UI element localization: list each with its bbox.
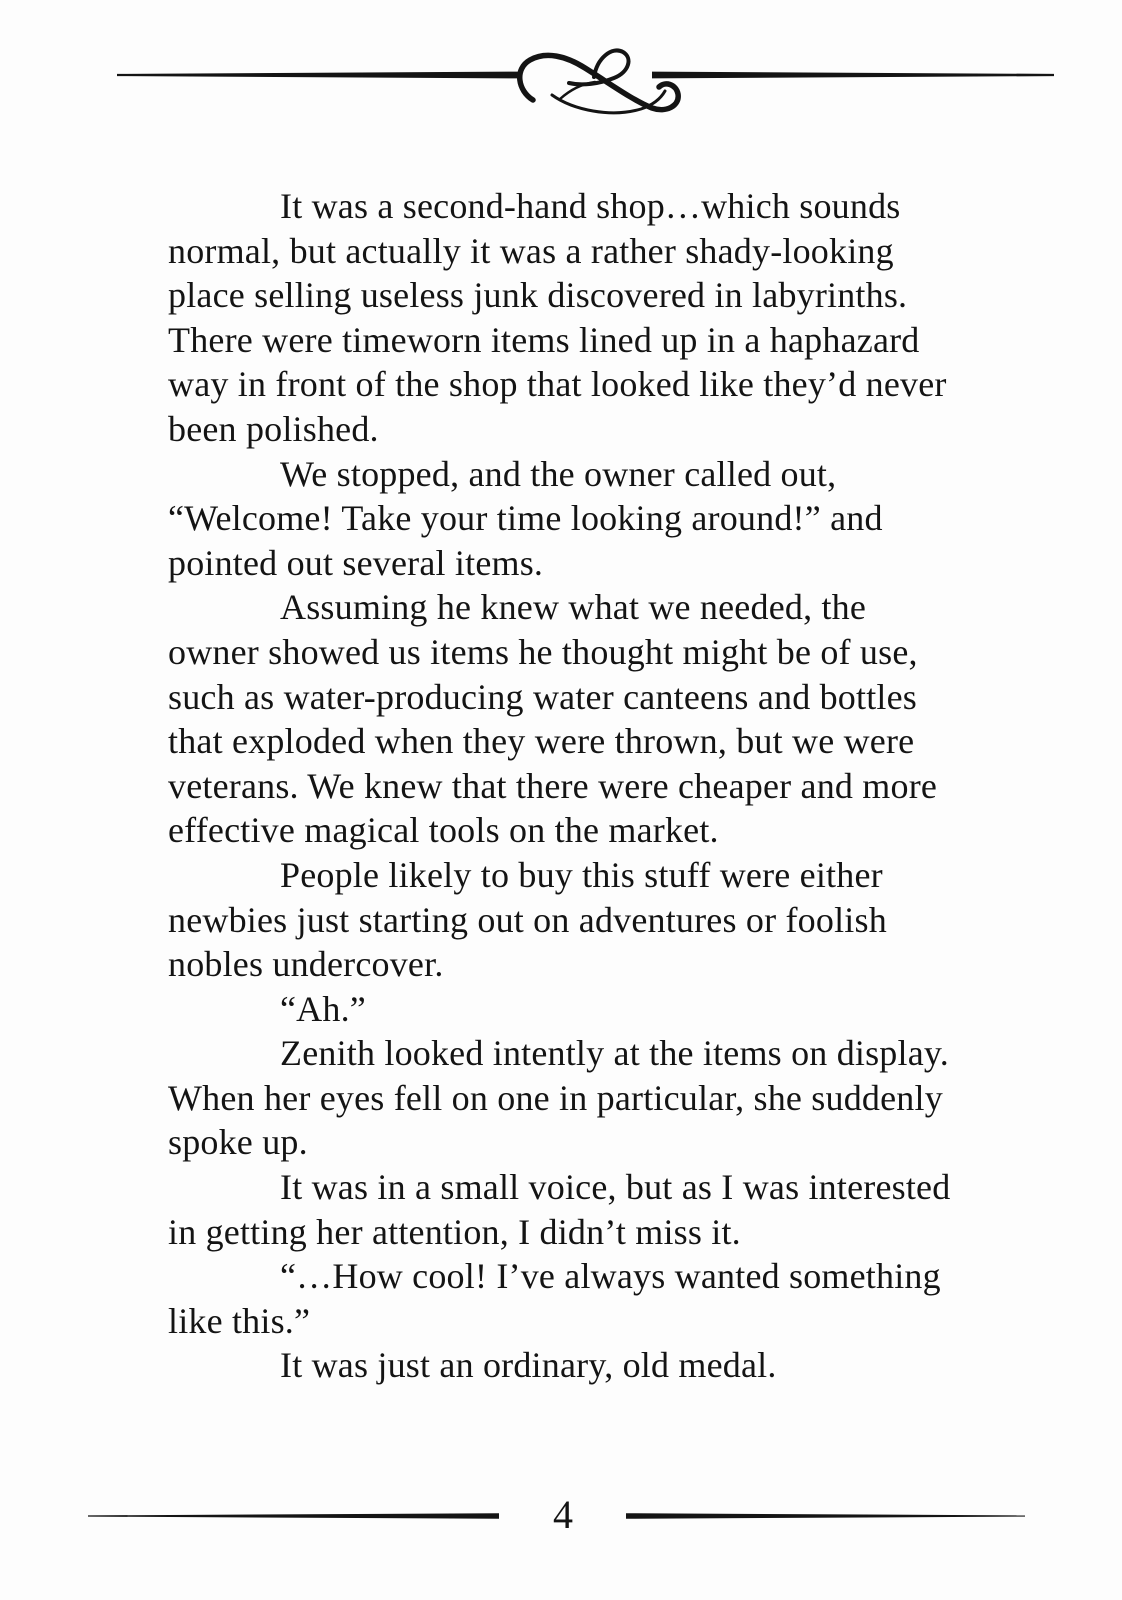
text-line: “Welcome! Take your time looking around!” and xyxy=(168,498,883,539)
text-line: effective magical tools on the market. xyxy=(168,810,719,851)
text-line: It was just an ordinary, old medal. xyxy=(280,1345,777,1386)
text-line: People likely to buy this stuff were either xyxy=(280,854,883,895)
text-line: There were timeworn items lined up in a haphazard xyxy=(168,319,920,360)
text-line: like this.” xyxy=(168,1300,311,1341)
text-line: veterans. We knew that there were cheaper and more xyxy=(168,765,938,806)
page-number: 4 xyxy=(553,1492,573,1537)
text-line: spoke up. xyxy=(168,1122,308,1163)
text-line: newbies just starting out on adventures or foolish xyxy=(168,899,887,940)
paragraph xyxy=(168,987,968,1032)
paragraph xyxy=(168,1165,968,1254)
footer-rule-left xyxy=(88,1513,499,1519)
text-line: When her eyes fell on one in particular, she suddenly xyxy=(168,1077,943,1118)
footer-rule-right xyxy=(626,1513,1025,1519)
top-rule-right xyxy=(652,72,1054,79)
text-line: in getting her attention, I didn’t miss it. xyxy=(168,1211,741,1252)
text-line: pointed out several items. xyxy=(168,542,544,583)
paragraph xyxy=(168,184,968,452)
text-line: nobles undercover. xyxy=(168,944,444,985)
body-text xyxy=(168,184,968,1388)
text-line: been polished. xyxy=(168,408,379,449)
paragraph xyxy=(168,853,968,987)
text-line: such as water-producing water canteens and bottles xyxy=(168,676,918,717)
text-line: “…How cool! I’ve always wanted something xyxy=(280,1256,941,1297)
calligraphic-flourish-icon xyxy=(520,50,678,112)
text-line: Assuming he knew what we needed, the xyxy=(280,587,867,628)
text-line: way in front of the shop that looked like they’d never xyxy=(168,364,947,405)
paragraph xyxy=(168,585,968,853)
text-line: place selling useless junk discovered in labyrinths. xyxy=(168,275,908,316)
text-line: normal, but actually it was a rather shady-looking xyxy=(168,230,894,271)
top-rule-left xyxy=(117,72,519,79)
paragraph xyxy=(168,1254,968,1343)
paragraph xyxy=(168,1343,968,1388)
text-line: owner showed us items he thought might be of use, xyxy=(168,631,918,672)
text-line: We stopped, and the owner called out, xyxy=(280,453,837,494)
paragraph xyxy=(168,1031,968,1165)
text-line: It was in a small voice, but as I was interested xyxy=(280,1167,951,1208)
text-line: that exploded when they were thrown, but we were xyxy=(168,721,915,762)
paragraph xyxy=(168,452,968,586)
text-line: Zenith looked intently at the items on display. xyxy=(280,1033,949,1074)
text-line: “Ah.” xyxy=(280,988,366,1029)
text-line: It was a second-hand shop…which sounds xyxy=(280,186,901,226)
